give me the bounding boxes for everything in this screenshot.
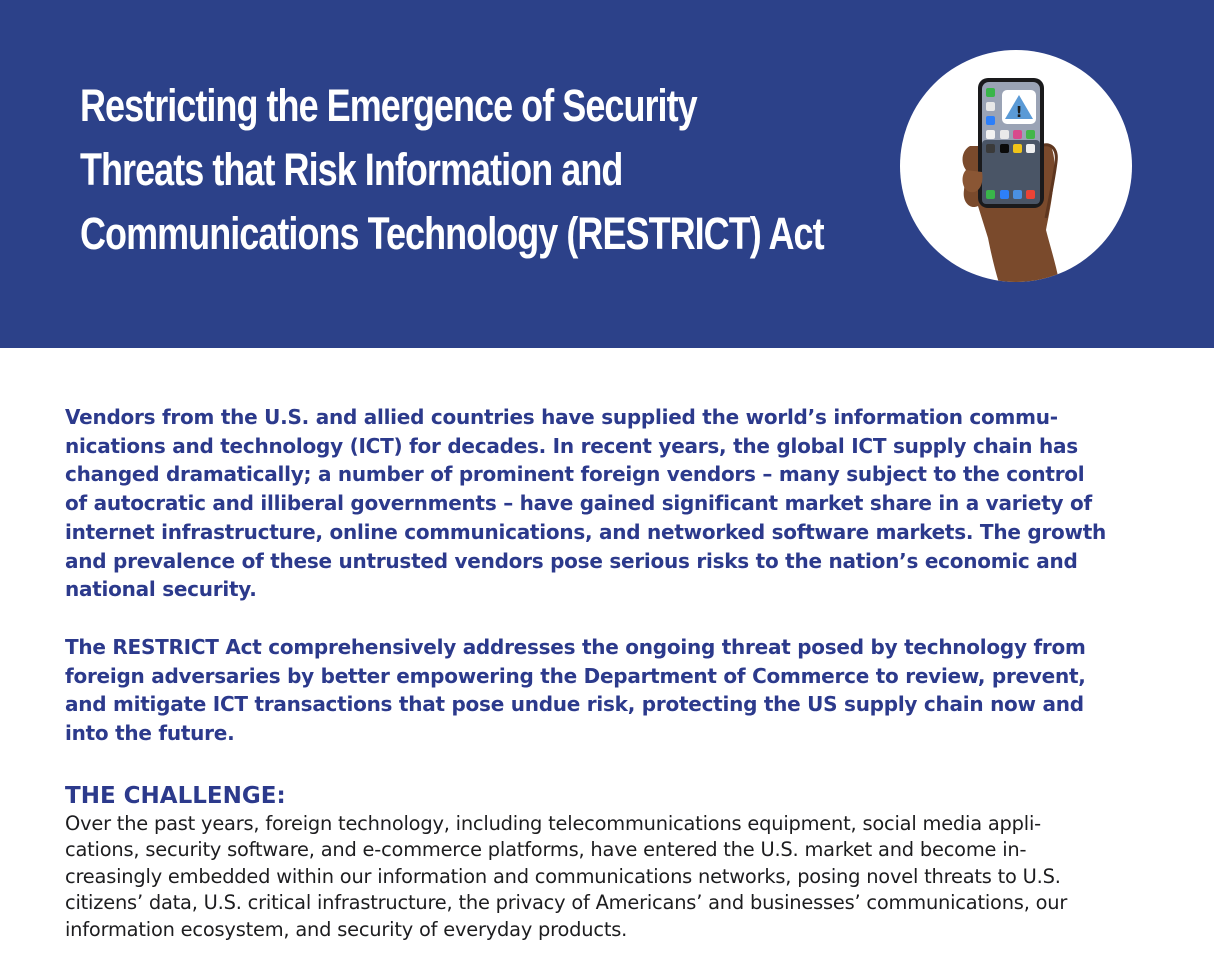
intro-line: internet infrastructure, online communications, and networked software markets. The growth bbox=[65, 519, 1107, 544]
phone-photo bbox=[900, 50, 1132, 282]
intro-line: and mitigate ICT transactions that pose undue risk, protecting the US supply chain now and bbox=[65, 692, 1084, 717]
challenge-line: creasingly embedded within our information and communications networks, posing novel threats to U.S. bbox=[65, 864, 1061, 888]
intro-line: into the future. bbox=[65, 721, 235, 746]
intro-paragraph-1 bbox=[65, 403, 1165, 604]
intro-line: nications and technology (ICT) for decades. In recent years, the global ICT supply chain has bbox=[65, 433, 1078, 458]
intro-line: of autocratic and illiberal governments – have gained significant market share in a variety of bbox=[65, 491, 1092, 516]
intro-line: changed dramatically; a number of prominent foreign vendors – many subject to the control bbox=[65, 462, 1085, 487]
challenge-heading: THE CHALLENGE: bbox=[65, 783, 286, 809]
warning-icon: ! bbox=[1015, 103, 1023, 121]
header-banner bbox=[0, 0, 1214, 348]
title-line: Communications Technology (RESTRICT) Act bbox=[80, 208, 824, 259]
challenge-line: Over the past years, foreign technology, including telecommunications equipment, social media appli- bbox=[65, 812, 1041, 835]
title-line: Restricting the Emergence of Security bbox=[80, 80, 697, 131]
title-line: Threats that Risk Information and bbox=[80, 144, 623, 195]
hand-phone-illustration bbox=[900, 50, 1132, 282]
challenge-line: information ecosystem, and security of everyday products. bbox=[65, 917, 628, 941]
intro-paragraph-2 bbox=[65, 633, 1165, 748]
intro-line: foreign adversaries by better empowering the Department of Commerce to review, prevent, bbox=[65, 663, 1086, 688]
challenge-paragraph bbox=[65, 811, 1165, 943]
intro-line: Vendors from the U.S. and allied countries have supplied the world’s information commu- bbox=[65, 405, 1058, 429]
intro-line: and prevalence of these untrusted vendors pose serious risks to the nation’s economic and bbox=[65, 548, 1078, 573]
challenge-line: cations, security software, and e-commerce platforms, have entered the U.S. market and become in- bbox=[65, 838, 1027, 862]
intro-line: national security. bbox=[65, 577, 257, 602]
page-title bbox=[80, 74, 824, 266]
intro-line: The RESTRICT Act comprehensively addresses the ongoing threat posed by technology from bbox=[65, 635, 1086, 659]
challenge-line: citizens’ data, U.S. critical infrastructure, the privacy of Americans’ and businesses’ communications, our bbox=[65, 891, 1068, 915]
